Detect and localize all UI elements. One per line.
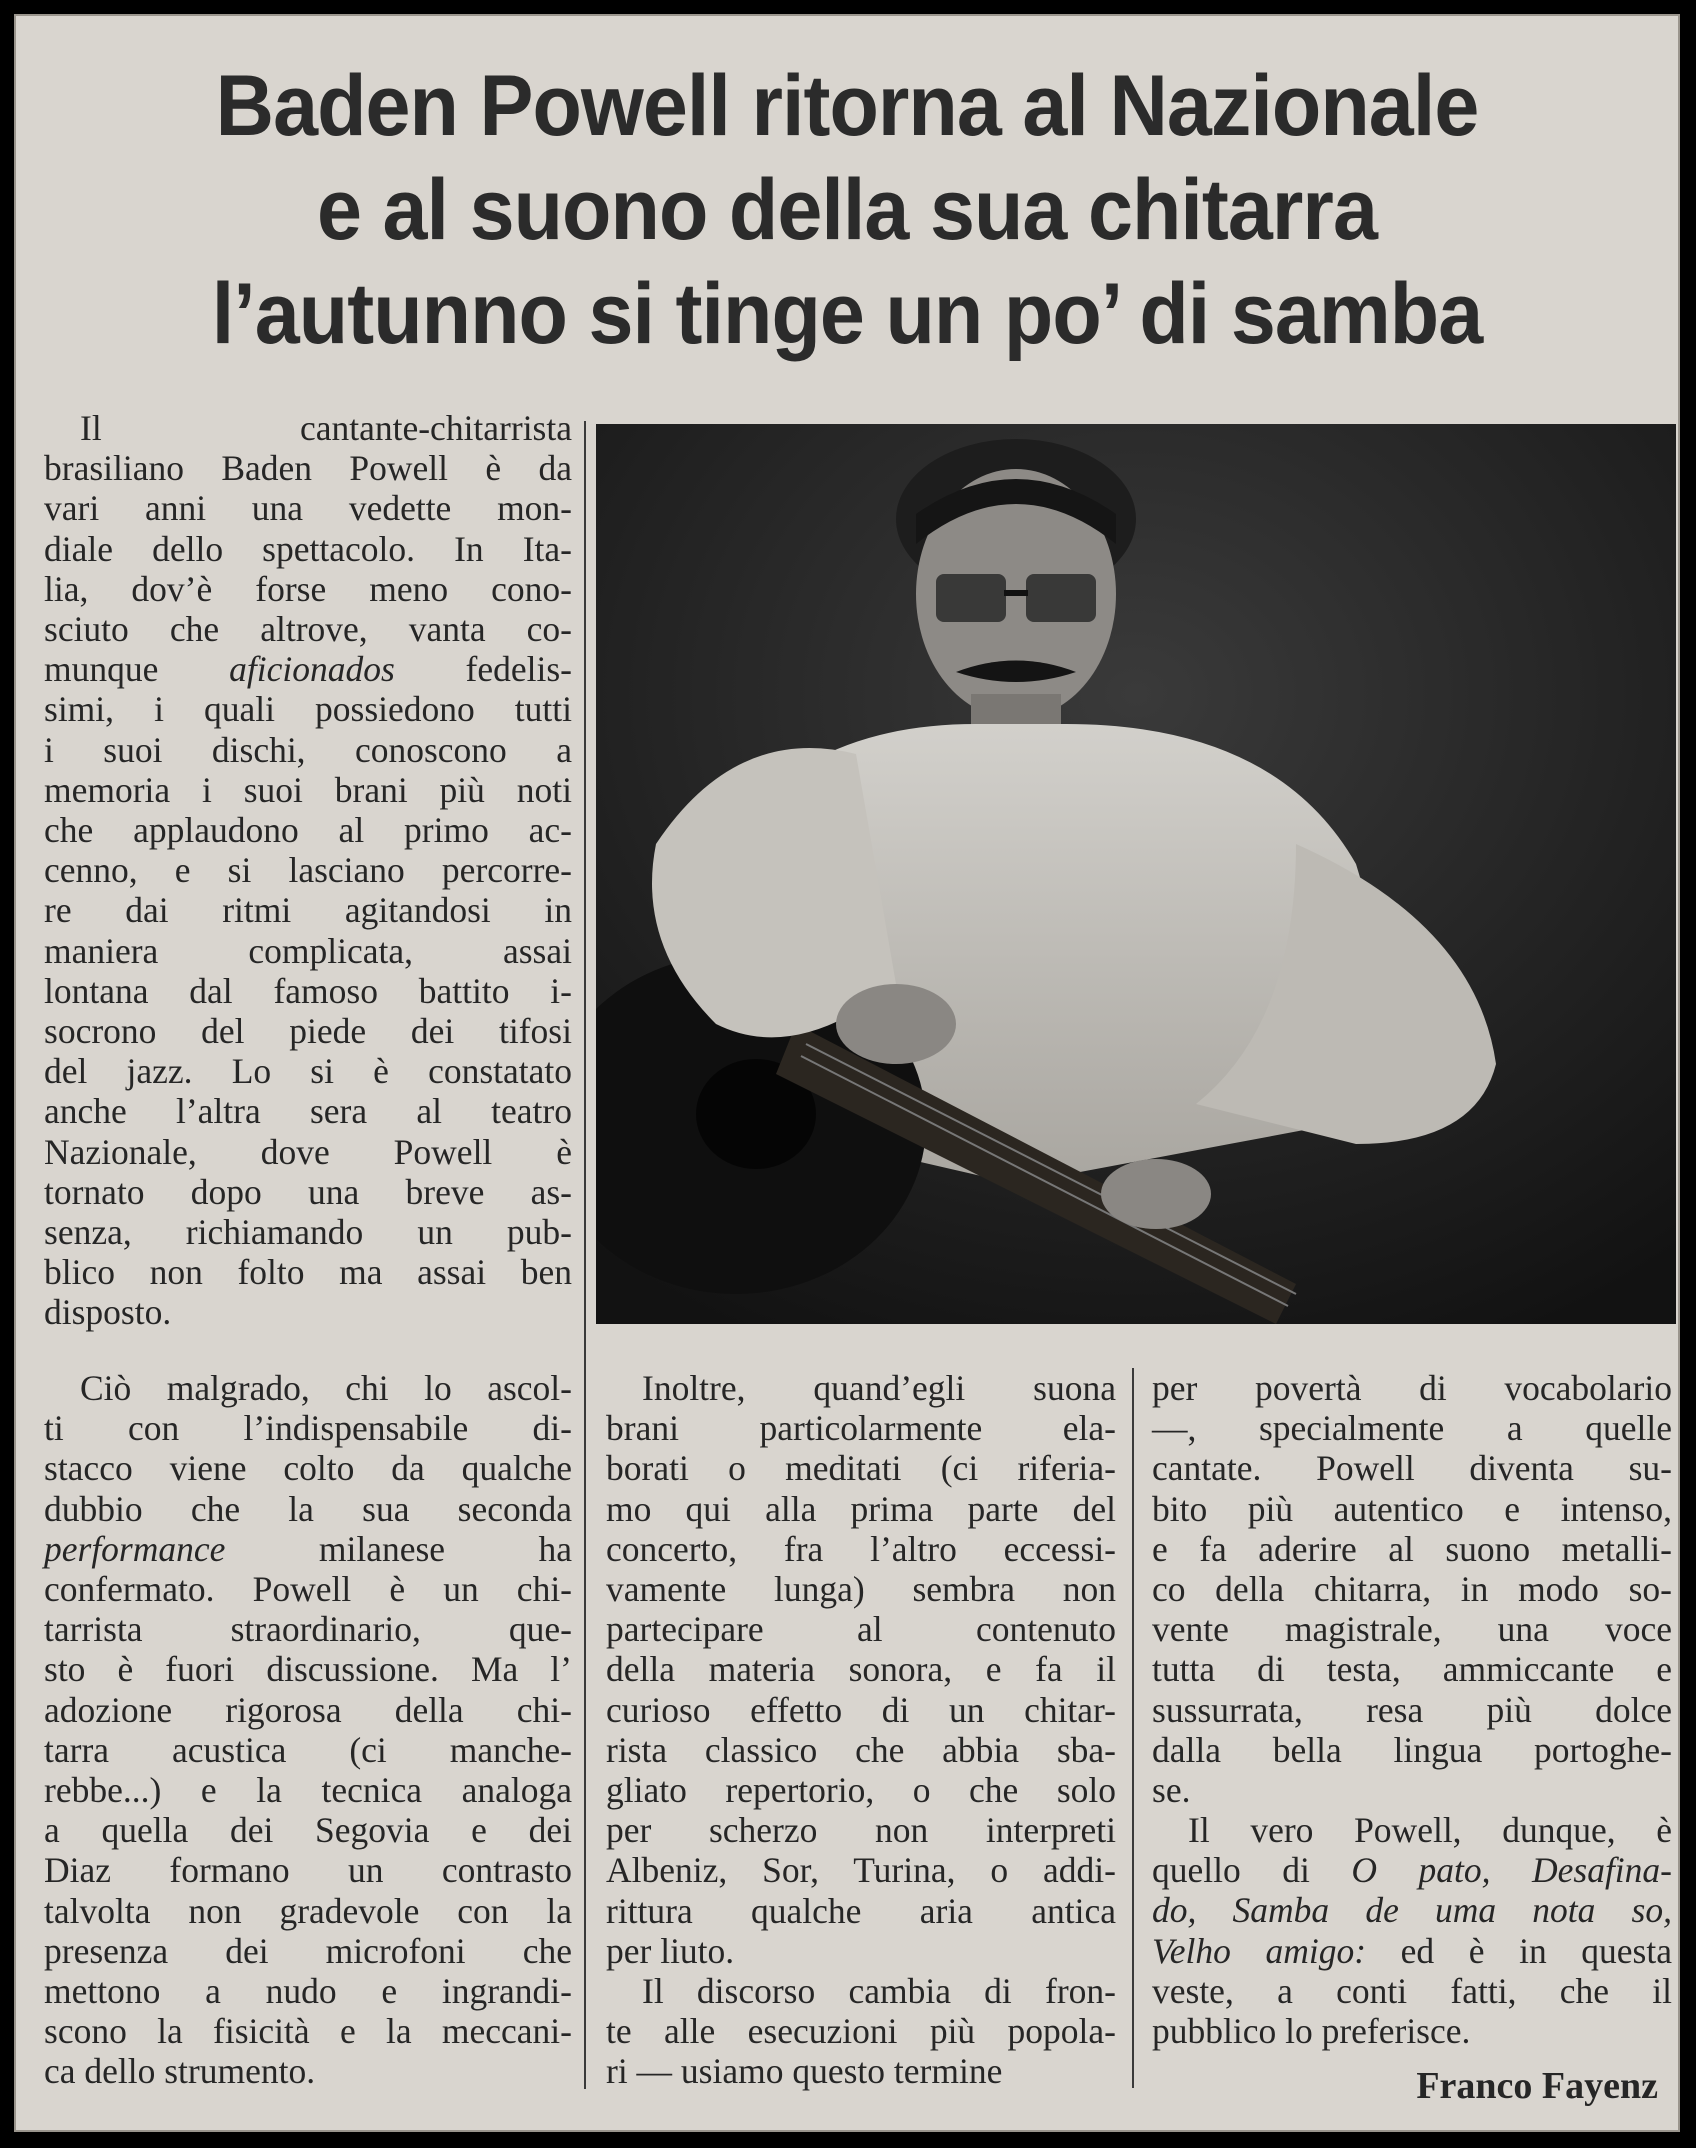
text-line: stacco viene colto da qualche xyxy=(44,1448,572,1489)
text-line: Ciò malgrado, chi lo ascol- xyxy=(80,1368,572,1408)
text-line: a quella dei Segovia e dei xyxy=(44,1810,572,1851)
text-line: mo qui alla prima parte del xyxy=(606,1488,1116,1529)
text-line: dalla bella lingua portoghe- xyxy=(1152,1729,1672,1770)
text-line: Il vero Powell, dunque, è xyxy=(1188,1810,1672,1850)
text-line: simi, i quali possiedono tutti xyxy=(44,689,572,730)
guitarist-photo-illustration xyxy=(596,424,1676,1324)
column-2-paragraph-1 xyxy=(606,1368,1116,1971)
text-line: pubblico lo preferisce. xyxy=(1152,2011,1471,2052)
text-line: brani particolarmente ela- xyxy=(606,1408,1116,1449)
text-line: sciuto che altrove, vanta co- xyxy=(44,609,572,650)
text-line: rittura qualche aria antica xyxy=(606,1890,1116,1931)
text-line: confermato. Powell è un chi- xyxy=(44,1569,572,1610)
text-line: gliato repertorio, o che solo xyxy=(606,1770,1116,1811)
text-line: vari anni una vedette mon- xyxy=(44,488,572,529)
column-1-paragraph-2 xyxy=(44,1368,572,2092)
text-line: performance milanese ha xyxy=(44,1528,572,1569)
text-line: presenza dei microfoni che xyxy=(44,1930,572,1971)
text-line: per scherzo non interpreti xyxy=(606,1810,1116,1851)
headline-line-2: e al suono della sua chitarra xyxy=(317,162,1377,258)
column-2-paragraph-2 xyxy=(606,1971,1116,2092)
text-line: Albeniz, Sor, Turina, o addi- xyxy=(606,1850,1116,1891)
text-line: te alle esecuzioni più popola- xyxy=(606,2011,1116,2052)
text-line: partecipare al contenuto xyxy=(606,1609,1116,1650)
text-line: co della chitarra, in modo so- xyxy=(1152,1569,1672,1610)
text-line: diale dello spettacolo. In Ita- xyxy=(44,528,572,569)
text-line: e fa aderire al suono metalli- xyxy=(1152,1528,1672,1569)
text-line: i suoi dischi, conoscono a xyxy=(44,729,572,770)
text-line: anche l’altra sera al teatro xyxy=(44,1091,572,1132)
text-line: che applaudono al primo ac- xyxy=(44,810,572,851)
text-line: sussurrata, resa più dolce xyxy=(1152,1689,1672,1730)
text-line: concerto, fra l’altro eccessi- xyxy=(606,1528,1116,1569)
headline xyxy=(66,54,1628,366)
text-line: della materia sonora, e fa il xyxy=(606,1649,1116,1690)
text-line: disposto. xyxy=(44,1292,172,1333)
text-line: munque aficionados fedelis- xyxy=(44,649,572,690)
text-line: —, specialmente a quelle xyxy=(1152,1408,1672,1449)
text-line: ti con l’indispensabile di- xyxy=(44,1408,572,1449)
text-line: vamente lunga) sembra non xyxy=(606,1569,1116,1610)
text-line: ri — usiamo questo termine xyxy=(606,2051,1003,2092)
text-line: lontana dal famoso battito i- xyxy=(44,970,572,1011)
text-line: talvolta non gradevole con la xyxy=(44,1890,572,1931)
text-line: dubbio che la sua seconda xyxy=(44,1488,572,1529)
column-1-paragraph-1 xyxy=(44,408,572,1333)
text-line: scono la fisicità e la meccani- xyxy=(44,2011,572,2052)
text-line: tarrista straordinario, que- xyxy=(44,1609,572,1650)
text-line: rista classico che abbia sba- xyxy=(606,1729,1116,1770)
text-line: ca dello strumento. xyxy=(44,2051,316,2092)
text-line: Il cantante-chitarrista xyxy=(80,408,572,448)
text-line: rebbe...) e la tecnica analoga xyxy=(44,1770,572,1811)
newspaper-clipping xyxy=(14,14,1680,2132)
text-line: borati o meditati (ci riferia- xyxy=(606,1448,1116,1489)
text-line: brasiliano Baden Powell è da xyxy=(44,448,572,489)
text-line: bito più autentico e intenso, xyxy=(1152,1488,1672,1529)
text-line: socrono del piede dei tifosi xyxy=(44,1011,572,1052)
text-line: veste, a conti fatti, che il xyxy=(1152,1970,1672,2011)
text-line: cantate. Powell diventa su- xyxy=(1152,1448,1672,1489)
text-line: vente magistrale, una voce xyxy=(1152,1609,1672,1650)
text-line: senza, richiamando un pub- xyxy=(44,1212,572,1253)
photo-baden-powell xyxy=(596,424,1676,1324)
text-line: se. xyxy=(1152,1770,1191,1811)
text-line: adozione rigorosa della chi- xyxy=(44,1689,572,1730)
text-line: Nazionale, dove Powell è xyxy=(44,1131,572,1172)
text-line: Il discorso cambia di fron- xyxy=(642,1971,1116,2011)
column-3-paragraph-2 xyxy=(1152,1810,1672,2051)
text-line: maniera complicata, assai xyxy=(44,930,572,971)
text-line: re dai ritmi agitandosi in xyxy=(44,890,572,931)
text-line: Velho amigo: ed è in questa xyxy=(1152,1930,1672,1971)
text-line: tutta di testa, ammiccante e xyxy=(1152,1649,1672,1690)
text-line: curioso effetto di un chitar- xyxy=(606,1689,1116,1730)
text-line: lia, dov’è forse meno cono- xyxy=(44,568,572,609)
text-line: memoria i suoi brani più noti xyxy=(44,769,572,810)
author-byline: Franco Fayenz xyxy=(1416,2065,1658,2107)
text-line: sto è fuori discussione. Ma l’ xyxy=(44,1649,572,1690)
text-line: blico non folto ma assai ben xyxy=(44,1252,572,1293)
text-line: tarra acustica (ci manche- xyxy=(44,1729,572,1770)
text-line: Diaz formano un contrasto xyxy=(44,1850,572,1891)
text-line: cenno, e si lasciano percorre- xyxy=(44,850,572,891)
text-line: do, Samba de uma nota so, xyxy=(1152,1890,1672,1931)
text-line: Inoltre, quand’egli suona xyxy=(642,1368,1116,1408)
text-line: del jazz. Lo si è constatato xyxy=(44,1051,572,1092)
column-3-paragraph-1 xyxy=(1152,1368,1672,1810)
text-line: tornato dopo una breve as- xyxy=(44,1171,572,1212)
text-line: per povertà di vocabolario xyxy=(1152,1368,1672,1408)
headline-line-1: Baden Powell ritorna al Nazionale xyxy=(215,58,1479,154)
column-rule-2 xyxy=(1132,1368,1134,2088)
headline-line-3: l’autunno si tinge un po’ di samba xyxy=(211,266,1483,362)
text-line: per liuto. xyxy=(606,1930,735,1971)
text-line: mettono a nudo e ingrandi- xyxy=(44,1971,572,2012)
text-line: quello di O pato, Desafina- xyxy=(1152,1850,1672,1891)
column-rule-1 xyxy=(584,421,586,2089)
